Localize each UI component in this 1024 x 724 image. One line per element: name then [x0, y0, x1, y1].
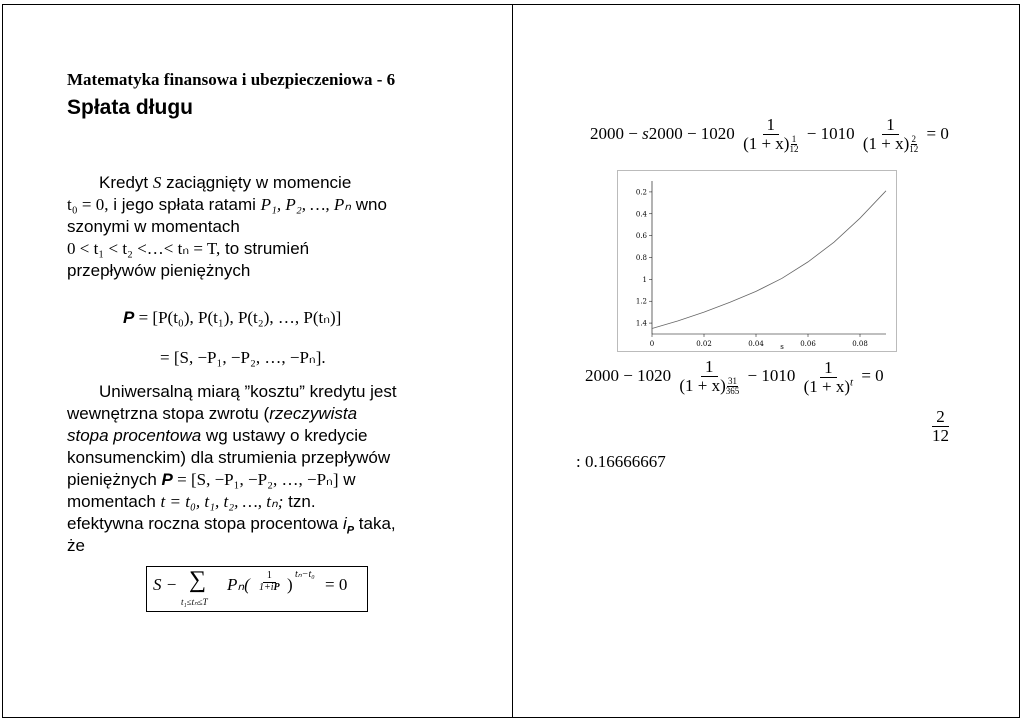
- math-stream: = [S, −P₁, −P₂, …, −Pₙ]: [172, 470, 339, 489]
- math-stream: = [P(t₀), P(t₁), P(t₂), …, P(tₙ)]: [134, 308, 342, 327]
- formula-exponent: tₙ−t₀: [295, 569, 315, 580]
- text: to strumień: [220, 239, 310, 258]
- para2-line4: konsumenckim) dla strumienia przepływów: [67, 448, 391, 467]
- x-tick-label: 0.06: [800, 340, 816, 348]
- fraction-den: [739, 135, 802, 154]
- y-tick-label: 1.4: [635, 319, 647, 328]
- text: wg ustawy o kredycie: [201, 426, 368, 445]
- fraction-num: 1: [263, 571, 276, 583]
- x-tick-label: 0.02: [696, 340, 712, 348]
- text: efektywna roczna stopa procentowa: [67, 514, 343, 533]
- exp-num: 1: [791, 134, 797, 145]
- eq1-fraction-1: [739, 116, 802, 154]
- para2-line1: Uniwersalną miarą ”kosztu” kredytu jest: [99, 382, 397, 401]
- y-tick-label: 0.2: [635, 188, 647, 197]
- exp-t: t: [850, 375, 854, 388]
- series-line: [652, 191, 886, 329]
- den-text: (1 + x): [743, 133, 790, 153]
- eq-text: 2000 − 1020: [585, 366, 672, 385]
- eq2-fraction-2: [800, 359, 857, 396]
- den-text: (1 + x): [679, 375, 726, 395]
- text-italic: rzeczywista: [269, 404, 358, 423]
- exp-den: 12: [909, 144, 919, 155]
- exp-den: 365: [725, 386, 740, 397]
- formula-paren: ): [287, 575, 293, 594]
- fraction-den: [255, 583, 284, 594]
- chart-svg: [618, 171, 896, 351]
- fraction-num: 1: [820, 359, 837, 378]
- text: momentach: [67, 492, 161, 511]
- math-t0: t₀ = 0,: [67, 195, 109, 214]
- text: i jego spłata ratami: [108, 195, 261, 214]
- math-S: S: [152, 173, 162, 192]
- equation-2: [585, 358, 884, 396]
- fraction-num: 1: [763, 116, 780, 135]
- text: pieniężnych: [67, 470, 162, 489]
- text: w: [338, 470, 356, 489]
- x-tick-label: 0: [649, 340, 655, 348]
- x-tick-label: 0.04: [748, 340, 764, 348]
- para2-line8: że: [67, 536, 85, 555]
- den-text: (1 + x): [862, 133, 910, 153]
- exp-num: 31: [728, 376, 738, 387]
- para2-line5: [67, 470, 355, 490]
- exp-fraction: [909, 135, 918, 154]
- formula-fraction: [255, 571, 284, 593]
- exp-num: 2: [911, 134, 916, 145]
- eq-text: − 1010: [747, 366, 796, 385]
- y-tick-label: 1.2: [635, 297, 647, 306]
- fraction-num: 1: [701, 358, 718, 377]
- y-tick-label: 1: [642, 275, 647, 284]
- formula-Pn: Pₙ(: [227, 575, 250, 594]
- page-divider: [512, 4, 513, 718]
- den-text: (1 + x): [803, 376, 851, 396]
- exp-fraction: [726, 377, 740, 396]
- den-P: P: [273, 581, 280, 593]
- para2-line2: [67, 404, 357, 424]
- text: tzn.: [283, 492, 316, 511]
- text: zaciągnięty w momencie: [161, 173, 352, 192]
- para1-line2: [67, 195, 387, 215]
- y-tick-label: 0.8: [635, 254, 647, 262]
- sigma-symbol: ∑: [189, 567, 207, 593]
- formula-S: S −: [153, 575, 178, 594]
- math-sub-P: P: [346, 524, 355, 537]
- standalone-fraction: [928, 408, 953, 445]
- irr-formula-box: [146, 566, 368, 612]
- text: wno: [351, 195, 387, 214]
- series-title: Matematyka finansowa i ubezpieczeniowa - 6: [67, 70, 396, 89]
- text: taka,: [354, 514, 396, 533]
- para2-line7: [67, 514, 396, 537]
- page-title: Spłata długu: [67, 96, 193, 119]
- text-italic: stopa procentowa: [67, 426, 202, 445]
- x-axis-label: s: [780, 343, 784, 351]
- maple-plot: [617, 170, 897, 352]
- math-moments: 0 < t₁ < t₂ <…< tₙ = T,: [67, 239, 221, 258]
- fraction-num: 2: [932, 408, 949, 427]
- formula-eq: = 0: [325, 575, 348, 594]
- para2-line6: [67, 492, 316, 512]
- math-P: P: [161, 470, 173, 489]
- eq-text: = 0: [926, 124, 949, 143]
- eq-text: 2000 − 1020: [648, 124, 735, 143]
- para2-line3: [67, 426, 368, 446]
- text: wewnętrzna stopa zwrotu (: [67, 404, 270, 423]
- para1-line5: przepływów pieniężnych: [67, 261, 251, 280]
- fraction-den: 12: [932, 425, 949, 445]
- numeric-result: : 0.16666667: [576, 452, 666, 471]
- eq-text: = 0: [861, 366, 884, 385]
- x-tick-label: 0.08: [852, 340, 868, 348]
- eq-text: − 1010: [806, 124, 855, 143]
- math-installments: P₁, P₂, …, Pₙ: [260, 195, 352, 214]
- eq-var-s: s: [642, 124, 649, 143]
- para1-line1: [99, 173, 351, 193]
- eq2-fraction-1: [675, 358, 743, 396]
- eq-text: 2000 −: [590, 124, 643, 143]
- fraction-den: [800, 375, 857, 396]
- y-tick-label: 0.6: [635, 232, 647, 241]
- exp-den: 12: [789, 144, 799, 155]
- math-i: i: [342, 514, 347, 533]
- fraction-den: [859, 135, 922, 154]
- math-P: P: [123, 308, 135, 327]
- exp-fraction: [789, 135, 798, 154]
- eq1-fraction-2: [859, 116, 922, 154]
- math-moments: t = t₀, t₁, t₂, …, tₙ;: [160, 492, 284, 511]
- stream-eq2: = [S, −P₁, −P₂, …, −Pₙ].: [160, 348, 326, 367]
- sum-range: t₁≤tₙ≤T: [181, 597, 208, 607]
- fraction-den: [675, 377, 743, 396]
- para1-line3: szonymi w momentach: [67, 217, 240, 236]
- text: Kredyt: [99, 173, 153, 192]
- stream-eq1: [123, 308, 341, 328]
- fraction-num: 1: [882, 116, 899, 135]
- para1-line4: [67, 239, 309, 259]
- y-tick-label: 0.4: [635, 210, 647, 219]
- equation-1: [590, 116, 949, 154]
- den-text: 1+i: [259, 581, 274, 593]
